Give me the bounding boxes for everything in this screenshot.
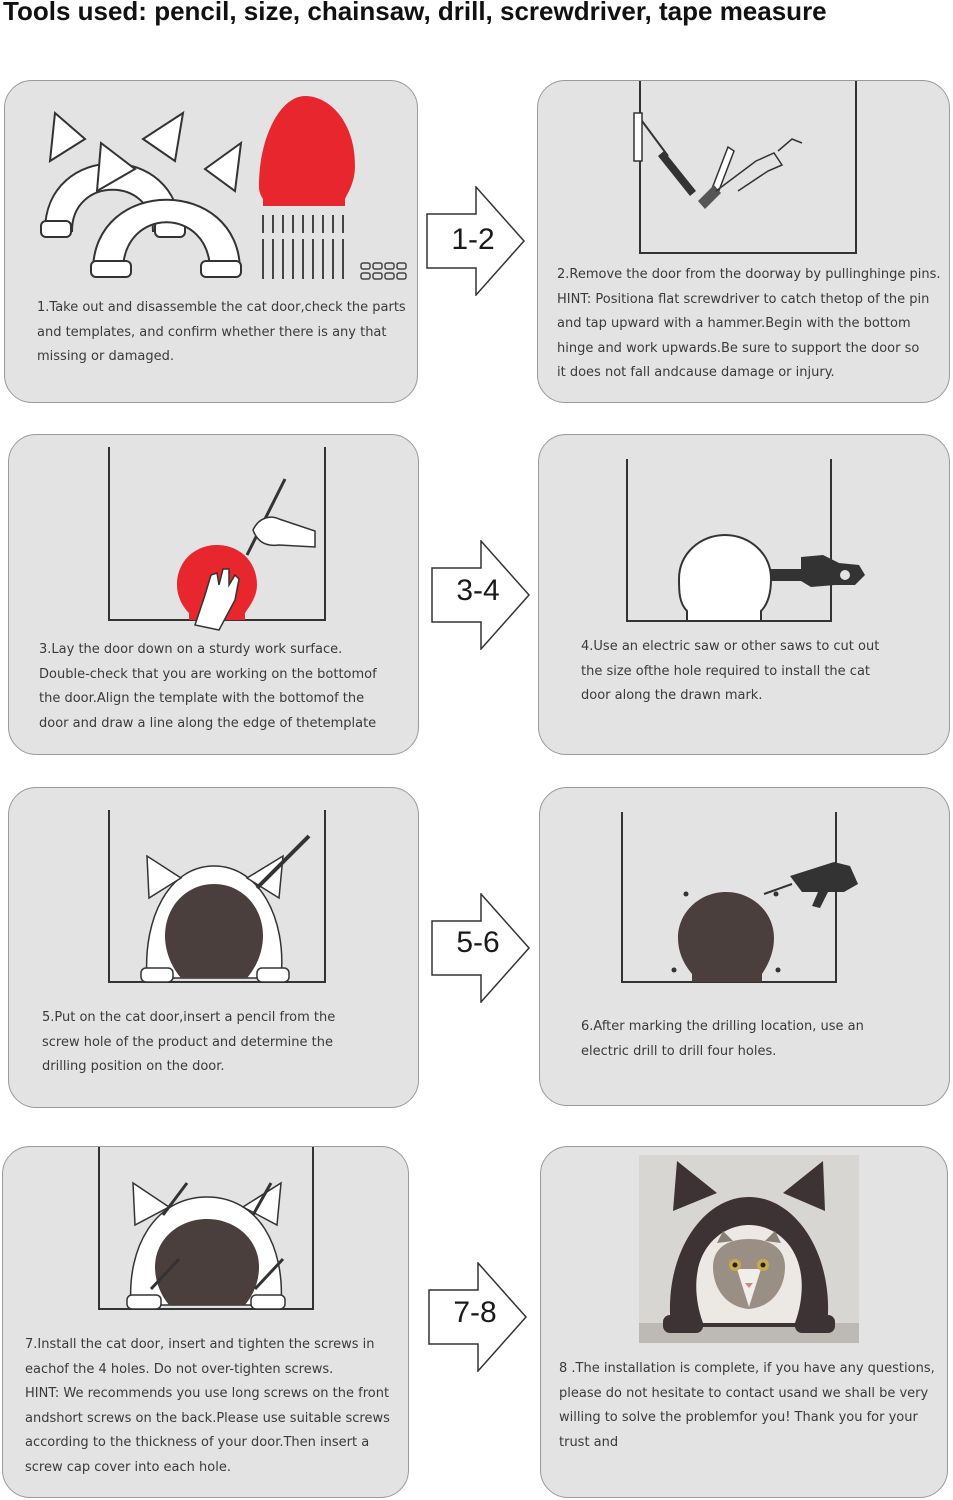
text-line: please do not hesitate to contact usand we shall be very [559,1385,929,1401]
arrow-label: 7-8 [453,1296,497,1329]
text-line: andshort screws on the back.Please use suitable screws [25,1410,390,1426]
text-line: electric drill to drill four holes. [581,1043,777,1059]
text-line: door along the drawn mark. [581,688,763,703]
text-line: HINT: Positiona flat screwdriver to catch thetop of the pin [557,291,930,307]
text-line: 5.Put on the cat door,insert a pencil from the [42,1010,336,1025]
text-line: 1.Take out and disassemble the cat door,check the parts [37,300,406,315]
step-3-panel [8,434,419,755]
text-line: 3.Lay the door down on a sturdy work surface. [39,642,343,657]
page-title: Tools used: pencil, size, chainsaw, drill, screwdriver, tape measure [3,0,827,26]
text-line: eachof the 4 holes. Do not over-tighten screws. [25,1361,334,1377]
arrow-label: 3-4 [456,574,500,607]
step-2-text [557,263,941,386]
arrow-label: 5-6 [456,926,500,959]
step-5-panel [8,787,419,1108]
text-line: trust and [559,1434,619,1450]
text-line: the size ofthe hole required to install the cat [581,663,871,679]
text-line: and templates, and confirm whether there is any that [37,324,387,340]
text-line: 6.After marking the drilling location, use an [581,1019,864,1034]
text-line: the door.Align the template with the bottomof the [39,691,365,706]
text-line: 4.Use an electric saw or other saws to cut out [581,639,880,654]
text-line: 8 .The installation is complete, if you have any questions, [559,1361,935,1376]
text-line: according to the thickness of your door.Then insert a [25,1435,370,1450]
text-line: hinge and work upwards.Be sure to support the door so [557,340,920,356]
step-8-panel [540,1146,948,1498]
arrow-1-2 [426,186,526,296]
step-5-text [42,1006,335,1080]
text-line: 2.Remove the door from the doorway by pullinghinge pins. [557,267,941,282]
text-line: it does not fall andcause damage or injury. [557,365,835,380]
arrow-label: 1-2 [451,223,495,256]
step-4-text [581,635,879,709]
step-7-panel [2,1146,409,1498]
step-2-panel [537,80,950,403]
text-line: missing or damaged. [37,349,174,364]
arrow-3-4 [431,540,531,650]
step-4-panel [538,434,950,755]
step-6-panel [539,787,950,1106]
step-1-text [37,296,406,370]
arrow-7-8 [428,1262,528,1372]
step-8-text [559,1357,935,1455]
step-7-text [25,1333,390,1480]
text-line: and tap upward with a hammer.Begin with the bottom [557,316,911,331]
step-3-text [39,638,377,736]
text-line: screw cap cover into each hole. [25,1459,231,1475]
step-1-panel [4,80,418,403]
step-6-text [581,1015,864,1064]
text-line: willing to solve the problemfor you! Thank you for your [559,1410,918,1425]
text-line: Double-check that you are working on the bottomof [39,666,377,682]
text-line: drilling position on the door. [42,1059,225,1074]
text-line: HINT: We recommends you use long screws on the front [25,1386,390,1401]
arrow-5-6 [431,893,531,1003]
text-line: 7.Install the cat door, insert and tighten the screws in [25,1337,375,1352]
text-line: door and draw a line along the edge of thetemplate [39,715,377,731]
text-line: screw hole of the product and determine the [42,1034,333,1050]
